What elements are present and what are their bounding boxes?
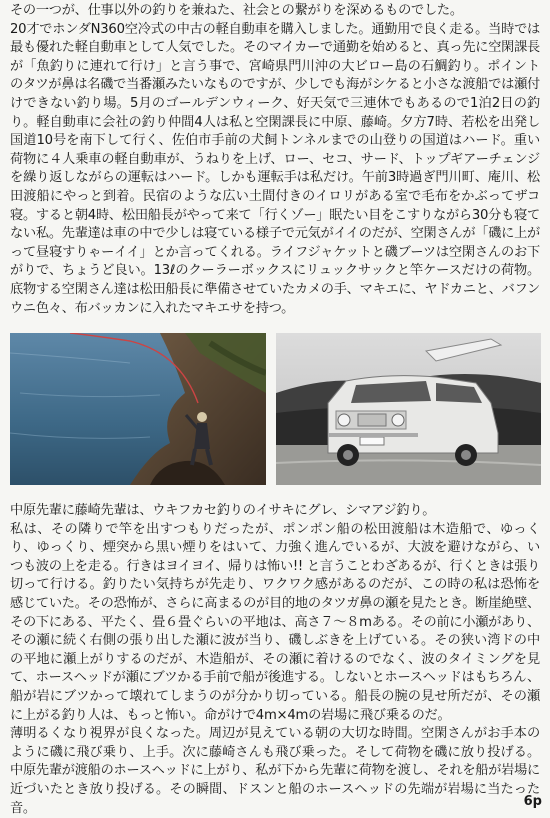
sea-fishing-image (10, 333, 266, 485)
text-line: その一つが、仕事以外の釣りを兼ねた、社会との繋がりを深めるものでした。 (10, 3, 463, 18)
text-paragraph: 薄明るくなり視界が良くなった。周辺が見えている朝の大切な時間。空閑さんがお手本のように磯に飛び乗り、上手。次に藤崎さんも飛び乗った。そして荷物を磯に放り投げる。中原先輩が渡船のホースヘッドに上がり、私が下から先輩に荷物を渡し、それを船が岩場に近づいたとき放り投げる。その瞬間、ドスンと船のホースヘッドの先端が岩場に当たった音。 (10, 726, 540, 816)
paragraph-bottom (10, 502, 540, 818)
honda-n360-image (276, 333, 541, 485)
text-paragraph: 私は、その隣りで竿を出すつもりだったが、ポンポン船の松田渡船は木造船で、ゆっくり、ゆっくり、煙突から黒い煙りをはいて、力強く進んでいるが、大波を避けながら、いつも波の上を走る。行きはヨイヨイ、帰りは怖い!! と言うことわざあるが、行くときは張り切って行ける。釣りたい気持ちが先走り、ワクワク感があるのだが、この時の私は恐怖を感じていた。その恐怖が、さらに高まるのが目的地のタツガ鼻の瀬を見たとき。断崖絶壁、その下にある、平たく、畳６畳ぐらいの平地は、高さ７～８mある。その前に小瀬があり、その瀬に続く右側の張り出した瀬に波が当り、磯しぶきを上げている。その狭い湾ドの中の平地に瀬上がりするのだが、木造船が、その瀬に着けるのでなく、波のタイミングを見て、ホースヘッドが瀬にブツかる手前で船が後進する。しないとホースヘッドはもちろん、船が岩にブツかって壊れてしまうのが分かり切っている。船長の腕の見せ所だが、その瀬に上がる釣り人は、もっと怖い。命がけで4m×4mの岩場に飛び乗るのだ。 (10, 521, 540, 723)
paragraph-top (10, 2, 540, 318)
text-paragraph: 20才でホンダN360空冷式の中古の軽自動車を購入しました。通勤用で良く走る。当時では最も優れた軽自動車として人気でした。そのマイカーで通勤を始めると、真っ先に空閑課長が「魚釣りに連れて行け」と言う事で、宮崎県門川沖の大ビロー島の石鯛釣り。ポイントのタツが鼻は名磯で当番瀬みたいなものですが、少しでも海がシケると小さな渡船では瀬付けできない釣り場。5月のゴールデンウィーク、好天気で三連休でもあるので1泊2日の釣り。軽自動車に会社の釣り仲間4人は私と空閑課長に中原、藤崎。夕方7時、若松を出発し国道10号を南下して行く、佐伯市手前の犬飼トンネルまでの山登りの国道はハード。重い荷物に４人乗車の軽自動車が、うねりを上げ、ロー、セコ、サード、トップギアーチェンジを繰り返しながらの運転はハード。しかも運転手は私だけ。午前3時過ぎ門川町、庵川、松田渡船にやっと到着。民宿のような広い土間付きのイロリがある室で毛布をかぶってザコ寝。すると朝4時、松田船長がやって来て「行くゾー」眠たい目をこすりながら30分も寝てない私。先輩達は車の中で少しは寝ている様子で元気がイイのだが、空閑さんが「磯に上がって昼寝すりゃーイイ」とか言ってくれる。ライフジャケットと磯ブーツは空閑さんのお下がりで、ちょうど良い。13ℓのクーラーボックスにリュックサックと竿ケースだけの荷物。底物する空閑さん達は松田船長に準備させていたカメの手、マキエに、ヤドカニと、バフンウニ色々、布バッカンに入れたマキエサを持つ。 (10, 21, 540, 316)
car-photo (276, 333, 541, 485)
fishing-photo (10, 333, 266, 485)
text-line: 中原先輩に藤崎先輩は、ウキフカセ釣りのイサキにグレ、シマアジ釣り。 (10, 503, 436, 518)
page-number: 6p (523, 794, 542, 809)
